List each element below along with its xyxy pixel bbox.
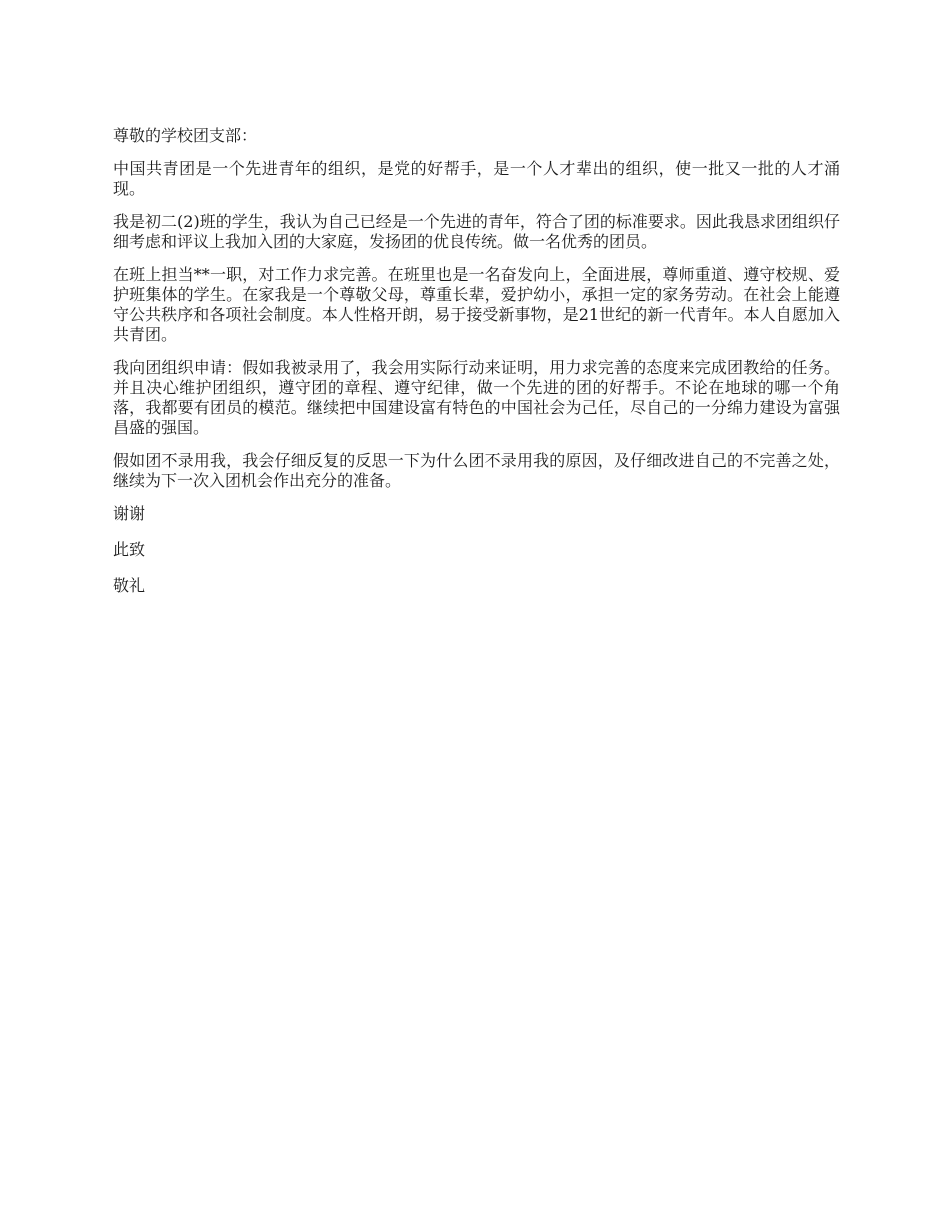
paragraph-intro: 中国共青团是一个先进青年的组织，是党的好帮手，是一个人才辈出的组织，使一批又一批的人才涌现。: [113, 159, 840, 198]
thanks-line: 谢谢: [113, 504, 146, 523]
paragraph-performance: 在班上担当**一职，对工作力求完善。在班里也是一名奋发向上，全面进展，尊师重道、遵守校规、爱护班集体的学生。在家我是一个尊敬父母，尊重长辈，爱护幼小，承担一定的家务劳动。在社会上能遵守公共秩序和各项社会制度。本人性格开朗，易于接受新事物，是21世纪的新一代青年。本人自愿加入共青团。: [113, 265, 840, 344]
paragraph-self-statement: 我是初二(2)班的学生，我认为自己已经是一个先进的青年，符合了团的标准要求。因此我恳求团组织仔细考虑和评议上我加入团的大家庭，发扬团的优良传统。做一名优秀的团员。: [113, 212, 840, 251]
paragraph-if-rejected: 假如团不录用我，我会仔细反复的反思一下为什么团不录用我的原因，及仔细改进自己的不完善之处，继续为下一次入团机会作出充分的准备。: [113, 451, 840, 490]
salutation: 尊敬的学校团支部：: [113, 126, 258, 145]
closing-line-2: 敬礼: [113, 576, 146, 595]
letter-body: [113, 126, 840, 612]
paragraph-commitment: 我向团组织申请：假如我被录用了，我会用实际行动来证明，用力求完善的态度来完成团教给的任务。并且决心维护团组织，遵守团的章程、遵守纪律，做一个先进的团的好帮手。不论在地球的哪一个角落，我都要有团员的模范。继续把中国建设富有特色的中国社会为己任，尽自己的一分绵力建设为富强昌盛的强国。: [113, 358, 840, 437]
closing-line-1: 此致: [113, 540, 146, 559]
